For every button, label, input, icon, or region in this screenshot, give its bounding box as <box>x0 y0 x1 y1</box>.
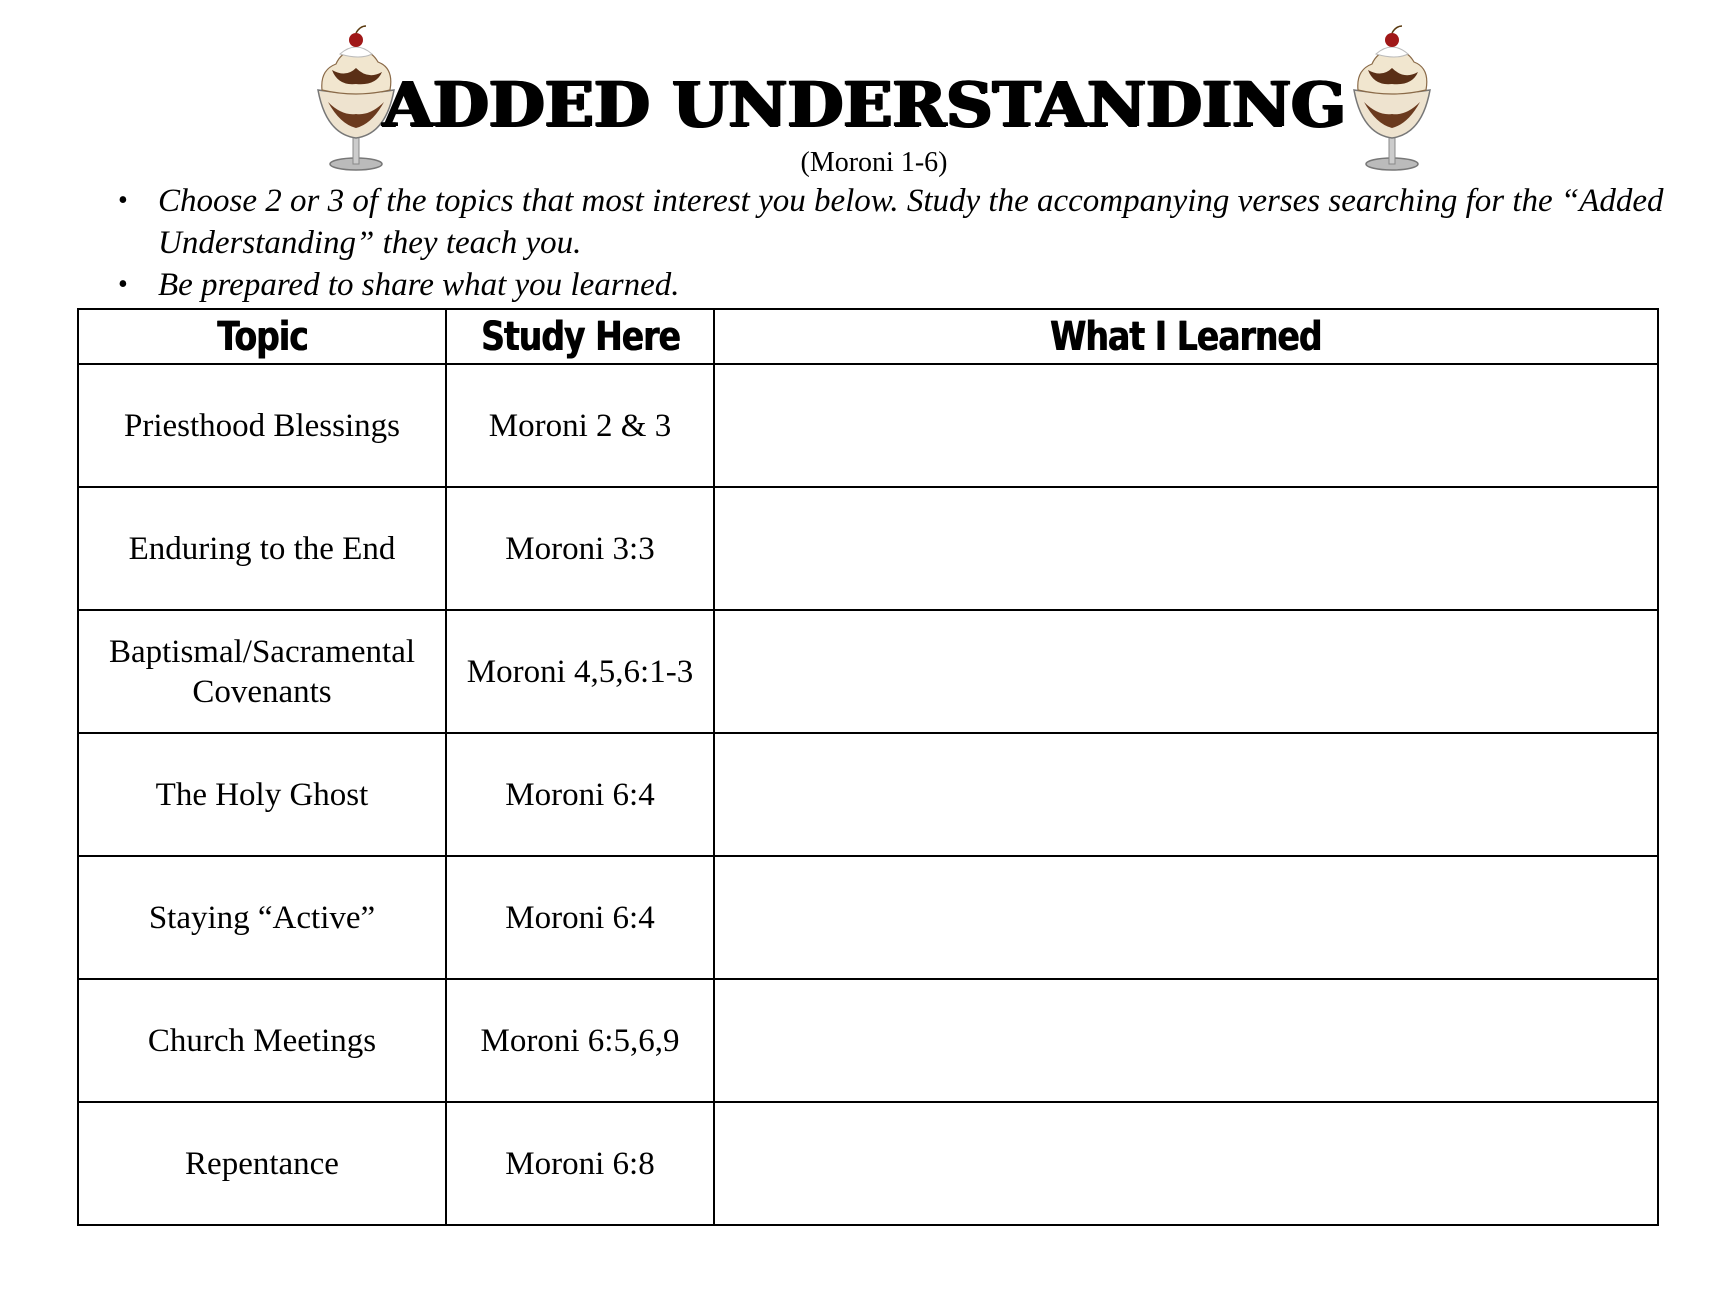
page-subtitle: (Moroni 1-6) <box>800 147 948 178</box>
study-cell: Moroni 3:3 <box>446 487 714 610</box>
instruction-item <box>118 180 1678 264</box>
study-cell: Moroni 4,5,6:1-3 <box>446 610 714 733</box>
instruction-item <box>118 264 1678 306</box>
learned-cell[interactable] <box>714 1102 1658 1225</box>
column-header-study-here: Study Here <box>446 309 714 364</box>
learned-cell[interactable] <box>714 364 1658 487</box>
topic-cell: Staying “Active” <box>78 856 446 979</box>
learned-cell[interactable] <box>714 610 1658 733</box>
study-cell: Moroni 6:4 <box>446 733 714 856</box>
page-title: ADDED UNDERSTANDING <box>382 68 1346 141</box>
table-header-row <box>78 309 1658 364</box>
table-row <box>78 733 1658 856</box>
study-cell: Moroni 6:8 <box>446 1102 714 1225</box>
learned-cell[interactable] <box>714 487 1658 610</box>
study-cell: Moroni 6:5,6,9 <box>446 979 714 1102</box>
bullet-icon: • <box>118 185 128 216</box>
bullet-icon: • <box>118 269 128 300</box>
topic-cell: Church Meetings <box>78 979 446 1102</box>
instructions-list <box>118 180 1678 306</box>
column-header-what-i-learned: What I Learned <box>714 309 1658 364</box>
topic-cell: The Holy Ghost <box>78 733 446 856</box>
instruction-text: Choose 2 or 3 of the topics that most interest you below. Study the accompanying verses searching for the “Added Understanding” they teach you. <box>158 183 1664 261</box>
study-cell: Moroni 2 & 3 <box>446 364 714 487</box>
table-row <box>78 487 1658 610</box>
study-cell: Moroni 6:4 <box>446 856 714 979</box>
learned-cell[interactable] <box>714 856 1658 979</box>
topic-cell: Priesthood Blessings <box>78 364 446 487</box>
table-row <box>78 364 1658 487</box>
study-table <box>77 308 1659 1226</box>
instruction-text: Be prepared to share what you learned. <box>158 267 680 303</box>
table-row <box>78 856 1658 979</box>
topic-cell: Enduring to the End <box>78 487 446 610</box>
table-row <box>78 1102 1658 1225</box>
topic-cell: Baptismal/Sacramental Covenants <box>78 610 446 733</box>
learned-cell[interactable] <box>714 979 1658 1102</box>
learned-cell[interactable] <box>714 733 1658 856</box>
column-header-topic: Topic <box>78 309 446 364</box>
topic-cell: Repentance <box>78 1102 446 1225</box>
table-row <box>78 610 1658 733</box>
table-row <box>78 979 1658 1102</box>
